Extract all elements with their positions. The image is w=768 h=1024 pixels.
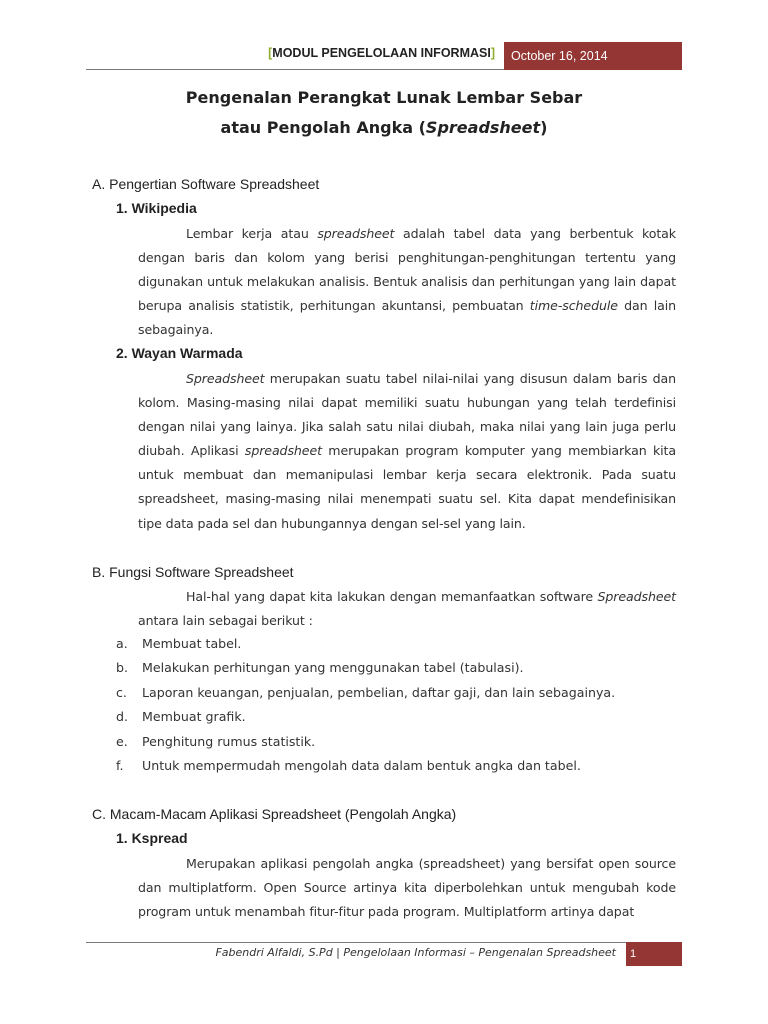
header-date: October 16, 2014: [504, 42, 682, 70]
paragraph-italic: Spreadsheet: [597, 589, 676, 604]
section-a-sub1-heading: 1. Wikipedia: [116, 200, 197, 216]
paragraph-text: merupakan program komputer yang membiarkan kita untuk membuat dan memanipulasi lembar kerja secara elektronik. Pada suatu spreadsheet, masing-masing nilai menempati suatu sel. Kita dapat mendefinisikan tipe data pada sel dan hubungannya dengan sel-sel yang lain.: [138, 443, 677, 531]
list-marker: a.: [116, 636, 128, 651]
paragraph-italic: Spreadsheet: [186, 371, 265, 386]
section-a-sub1-paragraph: [138, 222, 676, 342]
module-title-text: MODUL PENGELOLAAN INFORMASI: [272, 46, 491, 60]
list-item: [116, 660, 524, 675]
page-number: 1: [626, 942, 682, 966]
title-suffix: ): [540, 118, 548, 137]
list-marker: d.: [116, 709, 128, 724]
list-item-text: Membuat grafik.: [142, 709, 246, 724]
list-marker: e.: [116, 734, 128, 749]
list-item-text: Untuk mempermudah mengolah data dalam bentuk angka dan tabel.: [142, 758, 581, 773]
header-rule: [86, 69, 504, 70]
paragraph-text: adalah tabel data yang berbentuk kotak dengan baris dan kolom yang berisi penghitungan-penghitungan tertentu yang digunakan untuk melakukan analisis. Bentuk analisis dan perhitungan yang lain dapat berupa analisis statistik, perhitungan akuntansi, pembuatan: [138, 226, 676, 314]
list-marker: b.: [116, 660, 128, 675]
section-a-sub2-heading: 2. Wayan Warmada: [116, 345, 243, 361]
list-item: [116, 709, 246, 724]
list-item-text: Penghitung rumus statistik.: [142, 734, 316, 749]
list-item-text: Melakukan perhitungan yang menggunakan tabel (tabulasi).: [142, 660, 524, 675]
section-b-heading: B. Fungsi Software Spreadsheet: [92, 564, 294, 580]
paragraph-text: antara lain sebagai berikut :: [138, 613, 313, 629]
title-italic: Spreadsheet: [425, 118, 541, 137]
list-item: [116, 734, 315, 749]
paragraph-text: Lembar kerja atau: [186, 226, 318, 241]
section-c-sub1-heading: 1. Kspread: [116, 830, 188, 846]
section-a-sub2-paragraph: [138, 367, 676, 536]
section-c-heading: C. Macam-Macam Aplikasi Spreadsheet (Pengolah Angka): [92, 806, 457, 822]
paragraph-italic: time-schedule: [529, 298, 618, 314]
paragraph-italic: spreadsheet: [317, 226, 395, 241]
bracket-close: ]: [490, 46, 495, 60]
paragraph-text: Hal-hal yang dapat kita lakukan dengan memanfaatkan software: [186, 589, 598, 604]
list-item: [116, 685, 615, 700]
section-c-sub1-paragraph: Merupakan aplikasi pengolah angka (spreadsheet) yang bersifat open source dan multiplatform. Open Source artinya kita diperbolehkan untuk mengubah kode program untuk menambah fitur-fitur pada program. Multiplatform artinya dapat: [138, 856, 676, 920]
section-a-heading: A. Pengertian Software Spreadsheet: [92, 176, 320, 192]
document-title-line1: Pengenalan Perangkat Lunak Lembar Sebar: [185, 88, 583, 107]
bracket-open: [: [268, 46, 273, 60]
paragraph-text: merupakan suatu tabel nilai-nilai yang disusun dalam baris dan kolom. Masing-masing nilai dapat memiliki suatu hubungan yang telah terdefinisi dengan nilai yang lainya. Jika salah satu nilai diubah, maka nilai yang lain juga perlu diubah. Aplikasi: [138, 371, 676, 459]
list-marker: f.: [116, 758, 124, 773]
document-title-line2: [86, 118, 682, 137]
list-item: [116, 758, 581, 773]
list-item-text: Laporan keuangan, penjualan, pembelian, daftar gaji, dan lain sebagainya.: [142, 685, 616, 700]
list-marker: c.: [116, 685, 127, 700]
footer-text: Fabendri Alfaldi, S.Pd | Pengelolaan Informasi – Pengenalan Spreadsheet: [215, 946, 616, 959]
header-module-title: [86, 46, 495, 60]
footer-rule: [86, 942, 626, 943]
paragraph-text: dan lain sebagainya.: [138, 298, 676, 338]
title-prefix: atau Pengolah Angka (: [220, 118, 426, 137]
paragraph-italic: spreadsheet: [244, 443, 322, 459]
section-b-intro: [138, 585, 676, 633]
list-item: [116, 636, 241, 651]
list-item-text: Membuat tabel.: [142, 636, 242, 651]
